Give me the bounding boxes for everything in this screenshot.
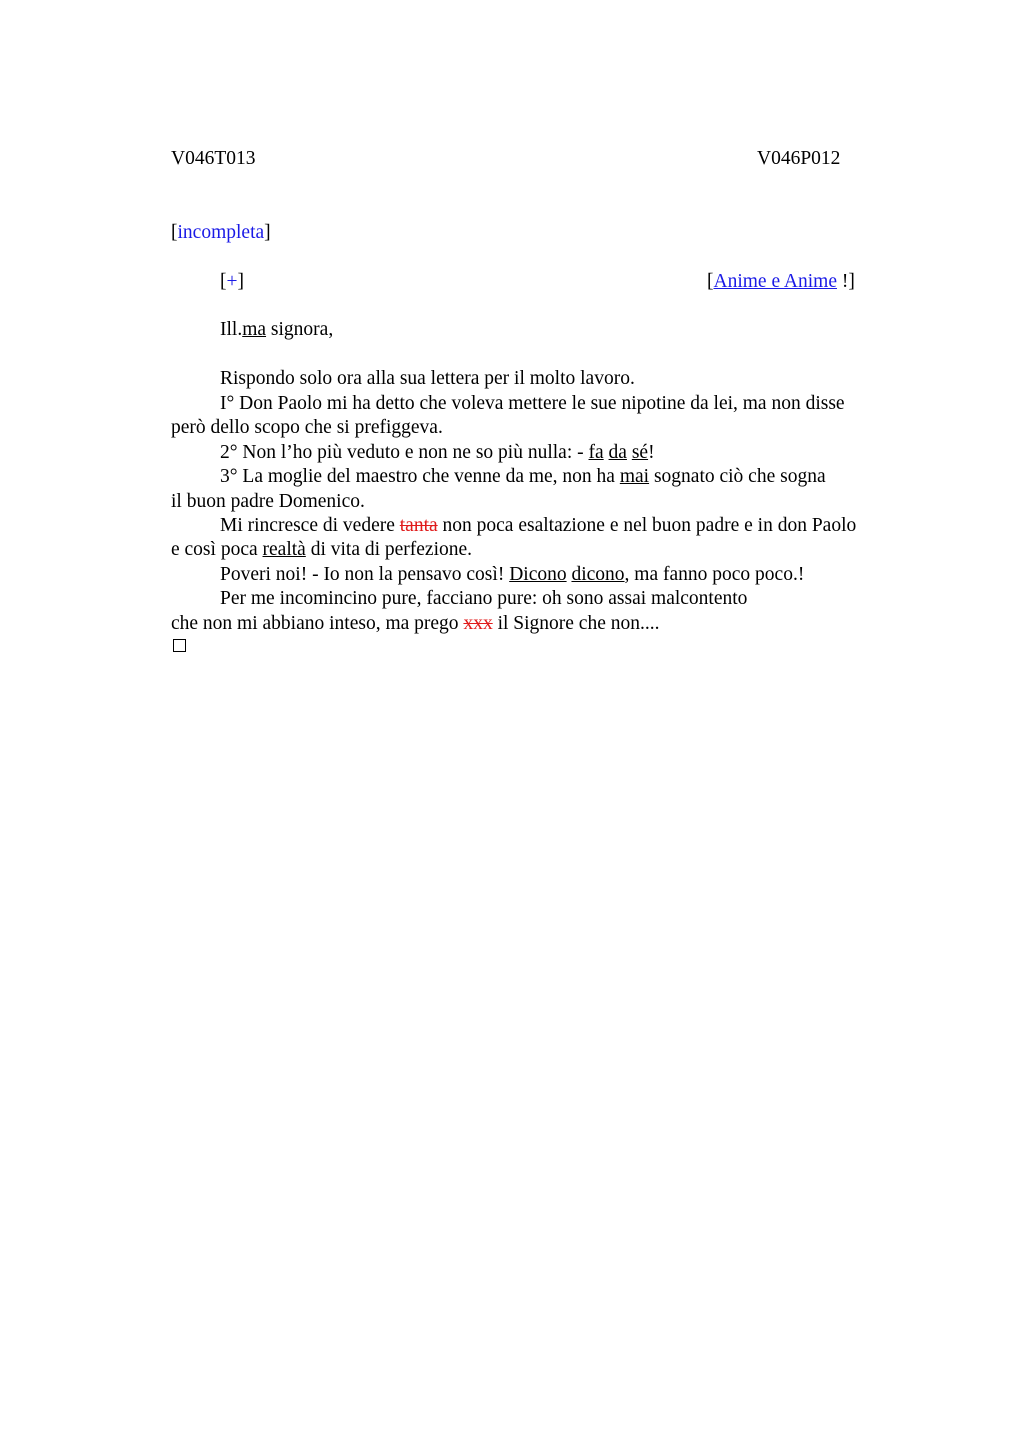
- letter-line-9: [220, 565, 804, 585]
- letter-line-6: il buon padre Domenico.: [171, 491, 365, 512]
- letter-line-8: [171, 540, 472, 560]
- salutation-rest: signora,: [266, 319, 334, 340]
- letter-line-5: [220, 467, 826, 487]
- text-run: Mi rincresce di vedere: [220, 515, 400, 536]
- underlined-word: dicono: [571, 564, 625, 585]
- bracket: !]: [836, 271, 855, 292]
- letter-line-11: [171, 614, 660, 634]
- deleted-word: xxx: [463, 613, 493, 634]
- underlined-word: realtà: [262, 539, 306, 560]
- text-run: che non mi abbiano inteso, ma prego: [171, 613, 464, 634]
- status-badge: [171, 223, 271, 243]
- salutation-prefix: Ill.: [220, 319, 243, 340]
- text-run: 3° La moglie del maestro che venne da me, non ha: [220, 466, 620, 487]
- letter-line-10: Per me incomincino pure, facciano pure: oh sono assai malcontento: [220, 588, 748, 609]
- bracket: ]: [237, 271, 244, 292]
- document-code-right: V046P012: [757, 148, 841, 169]
- text-run: 2° Non l’ho più veduto e non ne so più nulla: -: [220, 442, 589, 463]
- underlined-word: da: [608, 442, 627, 463]
- text-run: non poca esaltazione e nel buon padre e in don Paolo: [437, 515, 857, 536]
- letter-line-3: però dello scopo che si prefiggeva.: [171, 417, 443, 438]
- underlined-word: sé: [631, 442, 649, 463]
- bracket: [: [707, 271, 714, 292]
- end-marker-checkbox: [173, 639, 186, 652]
- text-run: Poveri noi! - Io non la pensavo così!: [220, 564, 510, 585]
- document-code-left: V046T013: [171, 148, 256, 169]
- deleted-word: tanta: [399, 515, 438, 536]
- anime-link-group: [707, 272, 855, 292]
- expand-plus-button[interactable]: +: [226, 271, 238, 292]
- letter-line-4: [220, 443, 655, 463]
- underlined-word: fa: [588, 442, 604, 463]
- bracket: ]: [264, 222, 271, 243]
- text-run: il Signore che non....: [492, 613, 660, 634]
- letter-line-2: I° Don Paolo mi ha detto che voleva mettere le sue nipotine da lei, ma non disse: [220, 393, 845, 414]
- text-run: sognato ciò che sogna: [649, 466, 826, 487]
- letter-line-1: Rispondo solo ora alla sua lettera per il molto lavoro.: [220, 368, 635, 389]
- letter-line-7: [220, 516, 856, 536]
- text-run: !: [648, 442, 655, 463]
- bracket: [: [171, 222, 178, 243]
- bracket: [: [220, 271, 227, 292]
- salutation-abbr: ma: [242, 319, 267, 340]
- text-run: di vita di perfezione.: [305, 539, 473, 560]
- status-incompleta: incompleta: [177, 222, 265, 243]
- text-run: , ma fanno poco poco.!: [624, 564, 805, 585]
- underlined-word: mai: [619, 466, 650, 487]
- underlined-word: Dicono: [509, 564, 567, 585]
- anime-e-anime-link[interactable]: Anime e Anime: [713, 271, 837, 292]
- salutation: [220, 320, 333, 340]
- expand-control: [220, 272, 244, 292]
- text-run: e così poca: [171, 539, 263, 560]
